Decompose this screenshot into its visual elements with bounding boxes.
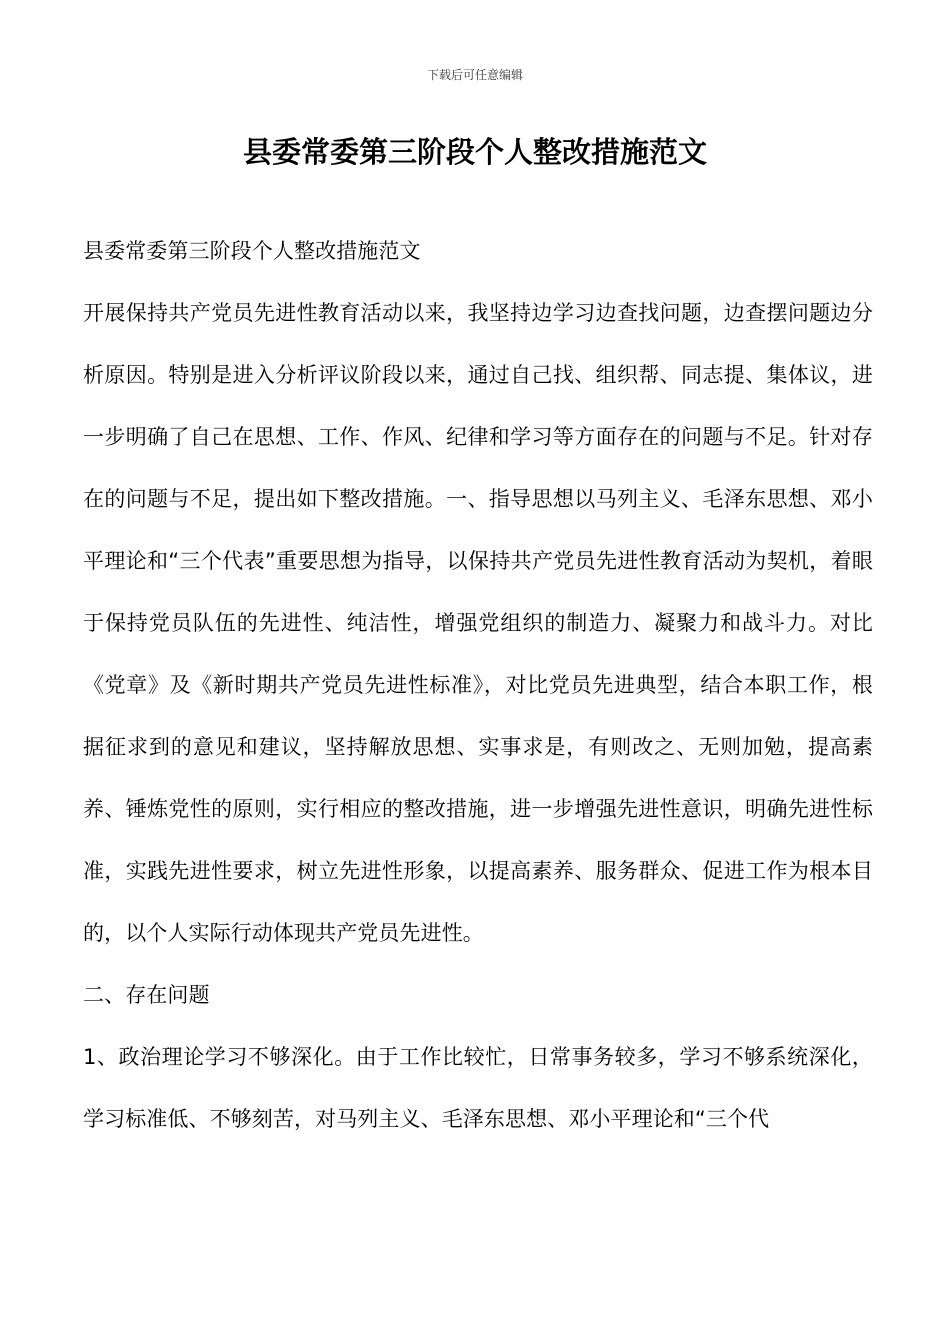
body-paragraph: 开展保持共产党员先进性教育活动以来，我坚持边学习边查找问题，边查摆问题边分析原因。特别是进入分析评议阶段以来，通过自己找、组织帮、同志提、集体议，进一步明确了自己在思想、工作、作风、纪律和学习等方面存在的问题与不足。针对存在的问题与不足，提出如下整改措施。一、指导思想以马列主义、毛泽东思想、邓小平理论和“三个代表”重要思想为指导，以保持共产党员先进性教育活动为契机，着眼于保持党员队伍的先进性、纯洁性，增强党组织的制造力、凝聚力和战斗力。对比《党章》及《新时期共产党员先进性标准》，对比党员先进典型，结合本职工作，根据征求到的意见和建议，坚持解放思想、实事求是，有则改之、无则加勉，提高素养、锤炼党性的原则，实行相应的整改措施，进一步增强先进性意识，明确先进性标准，实践先进性要求，树立先进性形象，以提高素养、服务群众、促进工作为根本目的，以个人实际行动体现共产党员先进性。	[83, 301, 873, 945]
document-body	[83, 220, 873, 1150]
body-paragraph: 1、政治理论学习不够深化。由于工作比较忙，日常事务较多，学习不够系统深化，学习标准低、不够刻苦，对马列主义、毛泽东思想、邓小平理论和“三个代	[83, 1045, 873, 1131]
section-heading: 二、存在问题	[83, 983, 210, 1007]
header-note: 下载后可任意编辑	[426, 68, 523, 82]
subtitle-paragraph: 县委常委第三阶段个人整改措施范文	[83, 239, 421, 263]
document-title: 县委常委第三阶段个人整改措施范文	[242, 135, 707, 169]
